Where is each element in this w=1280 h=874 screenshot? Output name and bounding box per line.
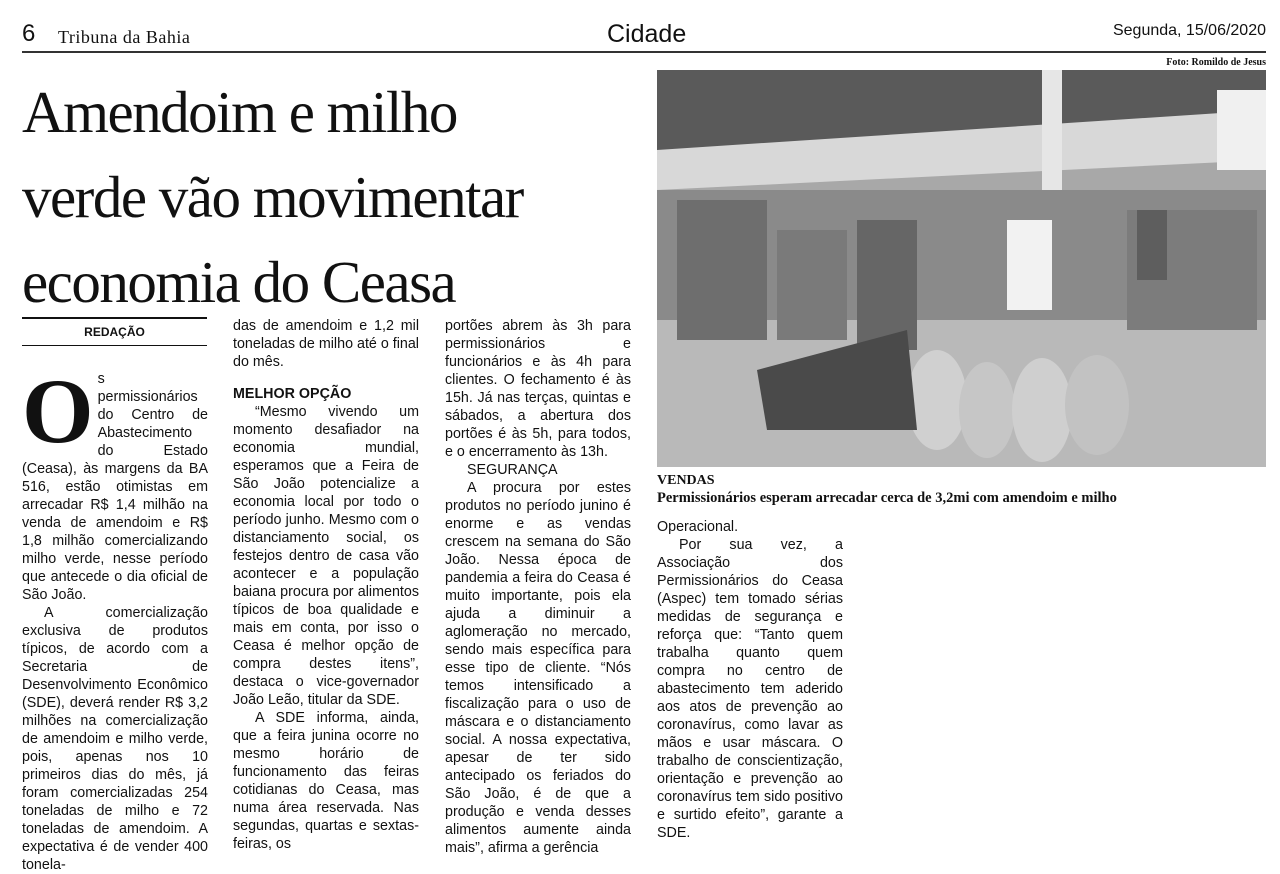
subheading-melhor-opcao: MELHOR OPÇÃO: [233, 386, 352, 402]
page-number: 6: [22, 20, 36, 47]
photo-caption-title: VENDAS: [657, 473, 715, 488]
paragraph: das de amendoim e 1,2 mil toneladas de milho até o final do mês.: [233, 318, 419, 370]
paragraph: s permissionários do Centro de Abastecimento do Estado (Ceasa), às margens da BA 516, estão otimistas em arrecadar R$ 1,4 milhão na venda de amendoim e R$ 1,8 milhão comercializando milho verde, nesse período que antecede o dia oficial de São João.: [22, 371, 208, 603]
article-column-2: [233, 317, 419, 853]
subheading-seguranca: SEGURANÇA: [467, 462, 558, 478]
drop-cap: O: [22, 360, 94, 462]
paragraph: Por sua vez, a Associação dos Permissionários do Ceasa (Aspec) tem tomado sérias medidas de segurança e reforça que: “Tanto quem trabalha quanto quem compra no centro de abastecimento tem aderido aos atos de prevenção ao coronavírus, como lavar as mãos e usar máscara. O trabalho de conscientização, orientação e prevenção ao coronavírus tem sido positivo e surtido efeito”, garante a SDE.: [657, 537, 843, 841]
section-title: Cidade: [607, 20, 687, 48]
paragraph: A comercialização exclusiva de produtos típicos, de acordo com a Secretaria de Desenvolvimento Econômico (SDE), deverá render R$ 3,2 milhões na comercialização de amendoim e milho verde, pois, apenas nos 10 primeiros dias do mês, já foram comercializadas 254 toneladas de milho e 72 toneladas de amendoim. A expectativa é de vender 400 tonela-: [22, 605, 208, 873]
article-column-4: [657, 518, 843, 842]
newspaper-name: Tribuna da Bahia: [58, 27, 191, 47]
paragraph: A SDE informa, ainda, que a feira junina ocorre no mesmo horário de funcionamento das feiras cotidianas do Ceasa, mas numa área reservada. Nas segundas, quartas e sextas-feiras, os: [233, 710, 419, 852]
headline-line-2: verde vão movimentar: [22, 164, 523, 230]
headline-line-3: economia do Ceasa: [22, 249, 456, 315]
headline: [22, 70, 622, 325]
byline: REDAÇÃO: [22, 317, 207, 346]
header-rule: [22, 51, 1266, 53]
market-photo-illustration: [657, 70, 1266, 467]
paragraph: “Mesmo vivendo um momento desafiador na economia mundial, esperamos que a Feira de São João potencialize a economia local por todo o período junho. Mesmo com o distanciamento social, os festejos dentro de casa vão acontecer e a população baiana procura por alimentos típicos de boa qualidade e mais em conta, por isso o Ceasa é melhor opção de compra destes itens”, destaca o vice-governador João Leão, titular da SDE.: [233, 404, 419, 708]
paragraph: portões abrem às 3h para permissionários e funcionários e às 4h para clientes. O fechamento é às 15h. Já nas terças, quintas e sábados, a abertura dos portões é às 5h, para todos, e o encerramento às 13h.: [445, 318, 631, 460]
article-column-1: [22, 360, 208, 874]
market-photo: [657, 70, 1266, 467]
photo-credit: Foto: Romildo de Jesus: [1166, 57, 1266, 68]
paragraph: Operacional.: [657, 519, 739, 535]
photo-caption: Permissionários esperam arrecadar cerca de 3,2mi com amendoim e milho: [657, 490, 1117, 506]
article-column-3: [445, 317, 631, 857]
headline-line-1: Amendoim e milho: [22, 79, 457, 145]
issue-date: Segunda, 15/06/2020: [1112, 22, 1266, 39]
paragraph: A procura por estes produtos no período junino é enorme e as vendas crescem na semana do São João. Nessa época de pandemia a feira do Ceasa é muito importante, pois ela ajuda a diminuir a aglomeração no mercado, sendo mais específica para esse tipo de cliente. “Nós temos intensificado a fiscalização para o uso de máscara e o distanciamento social. A nossa expectativa, apesar de ter sido antecipado os feriados do São João, é de que a produção e venda desses alimentos aumente ainda mais”, afirma a gerência: [445, 480, 631, 856]
